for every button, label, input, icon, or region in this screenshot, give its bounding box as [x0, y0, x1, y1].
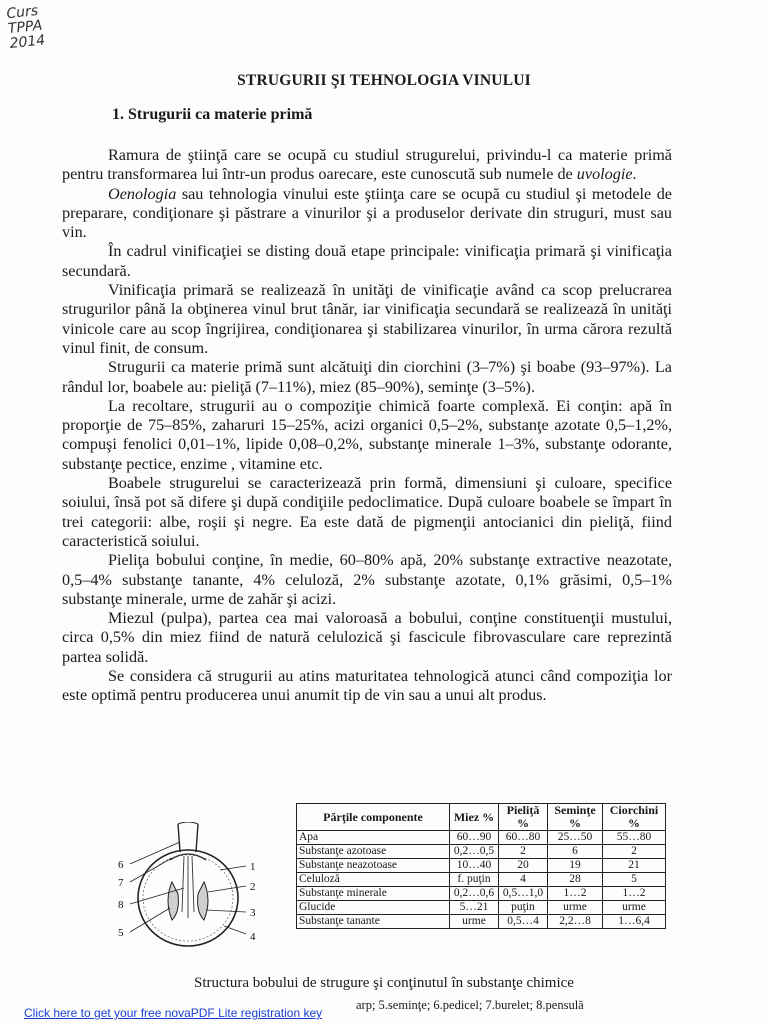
table-cell: 1…2	[548, 887, 603, 901]
figure-caption: Structura bobului de strugure şi conţinutul în substanţe chimice	[194, 975, 574, 991]
seed-left	[168, 882, 178, 920]
pedicel-shape	[178, 824, 198, 852]
table-cell: urme	[450, 915, 499, 929]
table-cell: 1…6,4	[603, 915, 666, 929]
table-row	[297, 873, 666, 887]
table-cell: 2	[499, 845, 548, 859]
section-heading: 1. Strugurii ca materie primă	[112, 106, 313, 123]
diagram-label-7: 7	[118, 877, 124, 889]
paragraph	[62, 551, 672, 609]
table-row	[297, 859, 666, 873]
novapdf-registration-link[interactable]: Click here to get your free novaPDF Lite registration key	[24, 1006, 323, 1020]
table-cell: 10…40	[450, 859, 499, 873]
table-cell: puţin	[499, 901, 548, 915]
table-cell: Celuloză	[297, 873, 450, 887]
leader-line-3	[206, 910, 246, 912]
table-cell: 4	[499, 873, 548, 887]
table-row	[297, 901, 666, 915]
table-cell: 2,2…8	[548, 915, 603, 929]
table-cell: 21	[603, 859, 666, 873]
table-cell: 28	[548, 873, 603, 887]
paragraph-text: Boabele strugurelui se caracterizează prin formă, dimensiuni şi culoare, specifice soiului, însă pot să difere şi după condiţiile pedoclimatice. După culoare boabele se împart în trei categorii: albe, roşii şi negre. Ea este dată de pigmenţii antocianici din pieliţă, fiind caracteristică soiului.	[62, 474, 672, 550]
paragraph-text: Ramura de ştiinţă care se ocupă cu studiul strugurelui, privindu-l ca materie primă pentru transformarea lui într-un produs oarecare, este cunoscută sub numele de	[62, 146, 672, 184]
table-cell: 2	[603, 845, 666, 859]
table-cell: Substanţe neazotoase	[297, 859, 450, 873]
table-cell: 19	[548, 859, 603, 873]
table-header: Miez %	[450, 804, 499, 831]
table-body	[297, 831, 666, 929]
table-row	[297, 887, 666, 901]
paragraph	[62, 474, 672, 551]
table-row	[297, 831, 666, 845]
table-cell: 20	[499, 859, 548, 873]
paragraph-text: Pieliţa bobului conţine, în medie, 60–80% apă, 20% substanţe extractive neazotate, 0,5–4% substanţe tanante, 4% celuloză, 2% substanţe azotate, 0,1% grăsimi, 0,5–1% substanţe minerale, urme de zahăr şi acizi.	[62, 551, 672, 608]
paragraph-text: sau tehnologia vinului este ştiinţa care se ocupă cu studiul şi metodele de preparare, condiţionare şi păstrare a vinurilor şi a produselor derivate din struguri, must sau vin.	[62, 184, 672, 242]
table-cell: 1…2	[603, 887, 666, 901]
paragraph-text: Miezul (pulpa), partea cea mai valoroasă a bobului, conţine constituenţii mustului, circa 0,5% din miez fiind de natură celulozică şi fascicule fibrovasculare care reprezintă partea solidă.	[62, 609, 672, 666]
table-row	[297, 915, 666, 929]
paragraph-text: Vinificaţia primară se realizează în unităţi de vinificaţie având ca scop prelucrarea strugurilor până la obţinerea vinul brut tânăr, iar vinificaţia secundară se realizează în unităţi vinicole care au scop îngrijirea, condiţionarea şi stabilizarea vinurilor, în urma cărora rezultă vinul finit, de consum.	[62, 281, 672, 357]
table-cell: 0,5…1,0	[499, 887, 548, 901]
handwritten-line: Curs	[5, 2, 39, 23]
table-header-row	[297, 804, 666, 831]
paragraph-text: În cadrul vinificaţiei se disting două etape principale: vinificaţia primară şi vinificaţia secundară.	[62, 242, 672, 280]
handwritten-line: 2014	[8, 32, 46, 53]
table-header: Ciorchini %	[603, 804, 666, 831]
table-cell: 0,2…0,6	[450, 887, 499, 901]
table-cell: 0,2…0,5	[450, 845, 499, 859]
paragraph	[62, 242, 672, 281]
diagram-label-4: 4	[250, 931, 256, 943]
paragraph	[62, 609, 672, 667]
table-cell: Substanţe minerale	[297, 887, 450, 901]
leader-line-2	[208, 886, 246, 892]
paragraph	[62, 185, 672, 243]
table-cell: 5…21	[450, 901, 499, 915]
table-cell: 55…80	[603, 831, 666, 845]
diagram-label-1: 1	[250, 861, 256, 873]
diagram-label-6: 6	[118, 859, 124, 871]
emphasized-term: Oenologia	[108, 184, 177, 203]
table-cell: urme	[603, 901, 666, 915]
paragraph-text: Se considera că strugurii au atins maturitatea tehnologică atunci când compoziţia lor este optimă pentru producerea unui anumit tip de vin sau a unui alt produs.	[62, 667, 672, 705]
table-header: Pieliţă %	[499, 804, 548, 831]
brush-strands	[182, 856, 194, 918]
table-cell: Substanţe tanante	[297, 915, 450, 929]
paragraph-text: .	[632, 165, 637, 184]
paragraph	[62, 358, 672, 397]
handwritten-note	[6, 1, 70, 52]
table-cell: 60…80	[499, 831, 548, 845]
table-cell: Substanţe azotoase	[297, 845, 450, 859]
grape-berry-diagram	[108, 822, 268, 952]
page-title: STRUGURII ŞI TEHNOLOGIA VINULUI	[237, 72, 531, 89]
paragraph	[62, 146, 672, 185]
table-header: Seminţe %	[548, 804, 603, 831]
leader-line-4	[224, 926, 246, 934]
diagram-label-5: 5	[118, 927, 124, 939]
handwritten-line: TPPA	[7, 17, 44, 38]
table-cell: 25…50	[548, 831, 603, 845]
diagram-label-8: 8	[118, 899, 124, 911]
figure-legend-fragment: arp; 5.seminţe; 6.pedicel; 7.burelet; 8.pensulă	[356, 998, 584, 1012]
emphasized-term: uvologie	[576, 165, 633, 184]
table-cell: 60…90	[450, 831, 499, 845]
table-cell: Apa	[297, 831, 450, 845]
leader-line-1	[220, 866, 246, 870]
paragraph	[62, 281, 672, 358]
paragraph-text: Strugurii ca materie primă sunt alcătuiţi din ciorchini (3–7%) şi boabe (93–97%). La rândul lor, boabele au: pieliţă (7–11%), miez (85–90%), seminţe (3–5%).	[62, 358, 672, 396]
table-cell: f. puţin	[450, 873, 499, 887]
pedicel-top	[178, 822, 198, 824]
composition-table	[296, 803, 666, 929]
seed-right	[198, 882, 208, 920]
table-row	[297, 845, 666, 859]
paragraph	[62, 397, 672, 474]
paragraph-text: La recoltare, strugurii au o compoziţie chimică foarte complexă. Ei conţin: apă în proporţie de 75–85%, zaharuri 15–25%, acizi organici 0,5–2%, substanţe azotate 0,5–1,2%, compuşi fenolici 0,01–1%, lipide 0,08–0,2%, substanţe minerale 1–3%, substanţe odorante, substanţe pectice, enzime , vitamine etc.	[62, 396, 672, 473]
diagram-label-2: 2	[250, 881, 256, 893]
table-header: Părţile componente	[297, 804, 450, 831]
table-cell: 0,5…4	[499, 915, 548, 929]
body-text	[62, 146, 672, 706]
table-cell: Glucide	[297, 901, 450, 915]
table-cell: urme	[548, 901, 603, 915]
diagram-label-3: 3	[250, 907, 256, 919]
paragraph	[62, 667, 672, 706]
table-cell: 6	[548, 845, 603, 859]
table-cell: 5	[603, 873, 666, 887]
